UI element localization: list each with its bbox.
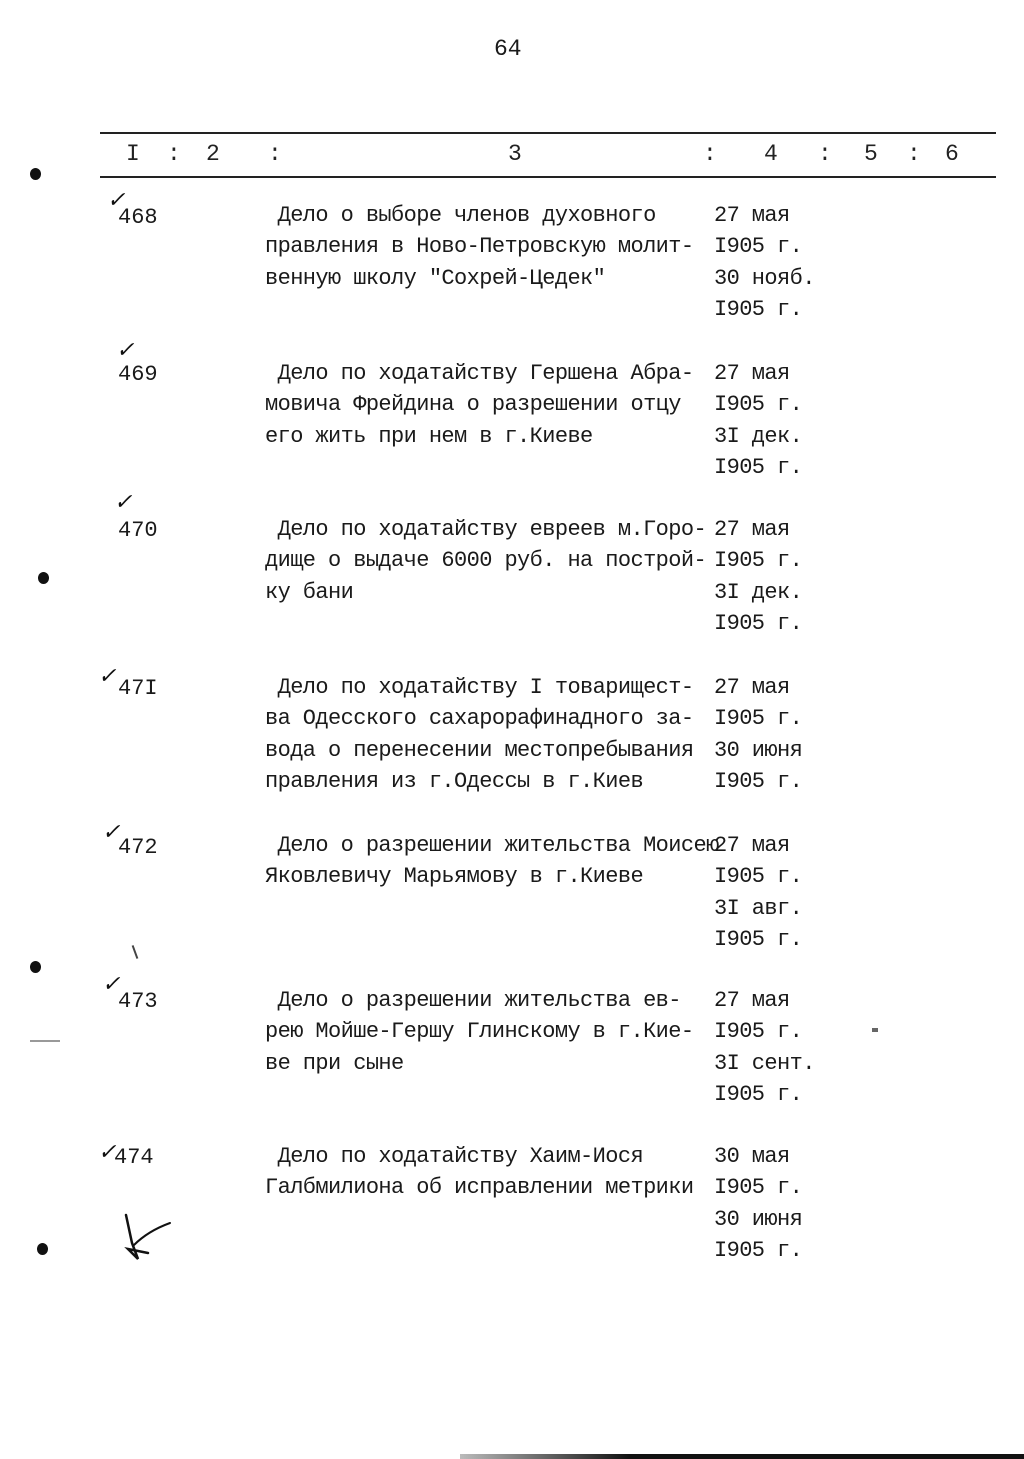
handwritten-mark-icon	[118, 1213, 174, 1265]
entry-dates: 27 мая I905 г. 3I дек. I905 г.	[714, 517, 803, 636]
entry-number: 474	[114, 1145, 154, 1170]
checkmark-icon: ✓	[98, 1140, 117, 1165]
entry-dates: 27 мая I905 г. 3I дек. I905 г.	[714, 361, 803, 480]
checkmark-icon: ✓	[107, 188, 126, 213]
column-separator: :	[268, 141, 282, 167]
entry-dates: 30 мая I905 г. 30 июня I905 г.	[714, 1144, 803, 1263]
scan-bottom-edge	[460, 1454, 1024, 1459]
column-separator: :	[907, 141, 921, 167]
checkmark-icon: ✓	[116, 338, 135, 363]
header-bottom-rule	[100, 176, 996, 178]
punch-hole-icon	[30, 168, 41, 180]
entry-description: Дело о выборе членов духовного правления в Ново-Петровскую молит- венную школу "Сохрей-Цедек"	[265, 203, 694, 291]
entry-dates: 27 мая I905 г. 3I сент. I905 г.	[714, 988, 815, 1107]
entry-number: 472	[118, 835, 158, 860]
column-separator: :	[818, 141, 832, 167]
column-header-5: 5	[864, 141, 878, 167]
checkmark-icon: ✓	[102, 820, 121, 845]
entry-description: Дело по ходатайству евреев м.Горо- дище о выдаче 6000 руб. на построй- ку бани	[265, 517, 707, 605]
entry-number: 473	[118, 989, 158, 1014]
page-number: 64	[494, 36, 522, 62]
header-top-rule	[100, 132, 996, 134]
checkmark-icon: ✓	[98, 664, 117, 689]
entry-number: 47I	[118, 676, 158, 701]
entry-description: Дело о разрешении жительства Моисею Яковлевичу Марьямову в г.Киеве	[265, 833, 719, 890]
stray-mark	[872, 1028, 878, 1032]
punch-hole-icon	[30, 961, 41, 973]
checkmark-icon: ✓	[114, 490, 133, 515]
entry-dates: 27 мая I905 г. 3I авг. I905 г.	[714, 833, 803, 952]
column-header-2: 2	[206, 141, 220, 167]
punch-hole-icon	[37, 1243, 48, 1255]
column-header-4: 4	[764, 141, 778, 167]
entry-number: 470	[118, 518, 158, 543]
entry-number: 469	[118, 362, 158, 387]
entry-description: Дело по ходатайству Гершена Абра- мовича Фрейдина о разрешении отцу его жить при нем в г.Киеве	[265, 361, 694, 449]
entry-number: 468	[118, 205, 158, 230]
entry-dates: 27 мая I905 г. 30 нояб. I905 г.	[714, 203, 815, 322]
column-header-3: 3	[508, 141, 522, 167]
entry-description: Дело по ходатайству Хаим-Иося Галбмилиона об исправлении метрики	[265, 1144, 694, 1201]
column-separator: :	[167, 141, 181, 167]
checkmark-icon: ✓	[102, 972, 121, 997]
column-header-6: 6	[945, 141, 959, 167]
column-separator: :	[703, 141, 717, 167]
entry-description: Дело о разрешении жительства ев- рею Мойше-Гершу Глинскому в г.Кие- ве при сыне	[265, 988, 694, 1076]
stray-mark	[30, 1040, 60, 1042]
punch-hole-icon	[38, 572, 49, 584]
column-header-1: I	[126, 141, 140, 167]
entry-dates: 27 мая I905 г. 30 июня I905 г.	[714, 675, 803, 794]
entry-description: Дело по ходатайству I товарищест- ва Одесского сахарорафинадного за- вода о перенесении местопребывания правления из г.Одессы в г.Киев	[265, 675, 694, 794]
stray-mark	[132, 945, 139, 959]
